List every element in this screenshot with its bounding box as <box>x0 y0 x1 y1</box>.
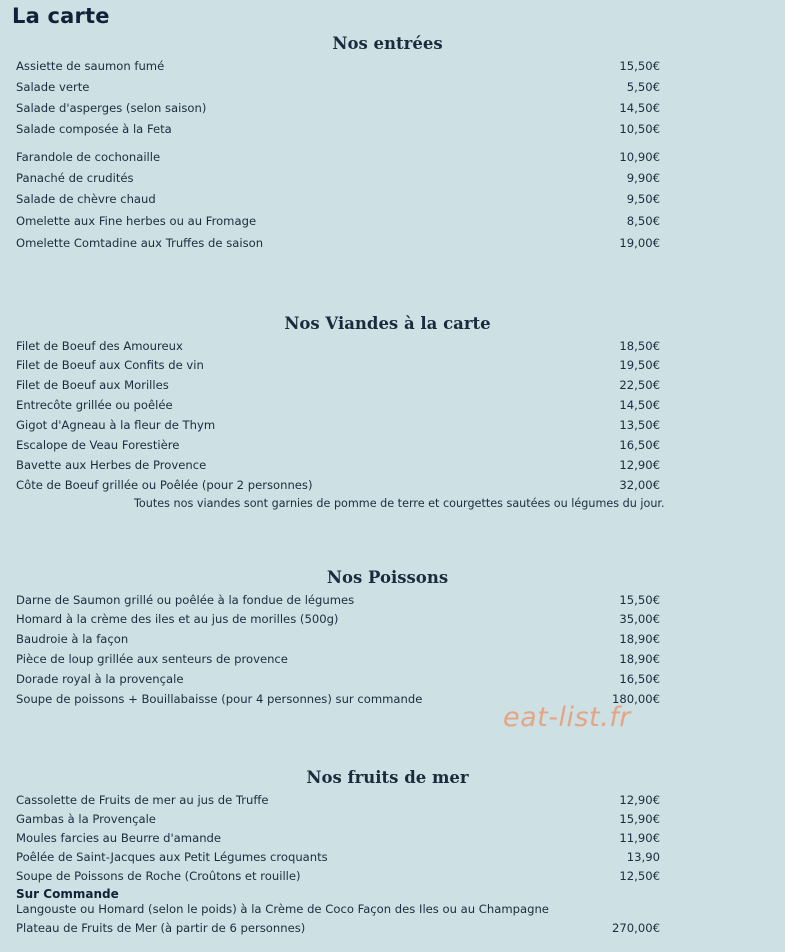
menu-item <box>16 791 660 809</box>
item-name: Farandole de cochonaille <box>16 150 161 164</box>
item-price: 15,90€ <box>619 812 660 826</box>
menu-item <box>16 78 660 96</box>
menu-item <box>16 190 660 208</box>
item-price: 5,50€ <box>626 80 660 94</box>
item-name: Escalope de Veau Forestière <box>16 438 180 452</box>
item-price: 19,00€ <box>619 236 660 250</box>
menu-item <box>16 396 660 414</box>
item-name: Homard à la crème des iles et au jus de morilles (500g) <box>16 612 339 626</box>
item-name: Poêlée de Saint-Jacques aux Petit Légumes croquants <box>16 850 328 864</box>
item-name: Gambas à la Provençale <box>16 812 156 826</box>
menu-item <box>16 356 660 374</box>
item-name: Côte de Boeuf grillée ou Poêlée (pour 2 personnes) <box>16 478 313 492</box>
sur-commande-heading: Sur Commande <box>16 887 119 901</box>
menu-item <box>16 630 660 648</box>
menu-item <box>16 99 660 117</box>
item-name: Plateau de Fruits de Mer (à partir de 6 personnes) <box>16 921 306 935</box>
item-price: 22,50€ <box>619 378 660 392</box>
item-price: 15,50€ <box>619 59 660 73</box>
item-price: 10,50€ <box>619 122 660 136</box>
item-price: 35,00€ <box>619 612 660 626</box>
item-price: 12,90€ <box>619 793 660 807</box>
item-price: 11,90€ <box>619 831 660 845</box>
item-name: Filet de Boeuf aux Morilles <box>16 378 169 392</box>
item-price: 9,90€ <box>626 171 660 185</box>
item-price: 16,50€ <box>619 438 660 452</box>
menu-item <box>16 848 660 866</box>
item-price: 270,00€ <box>612 921 660 935</box>
section-title-poissons: Nos Poissons <box>326 568 449 587</box>
item-price: 14,50€ <box>619 398 660 412</box>
item-name: Cassolette de Fruits de mer au jus de Truffe <box>16 793 269 807</box>
item-price: 16,50€ <box>619 672 660 686</box>
item-name: Entrecôte grillée ou poêlée <box>16 398 173 412</box>
item-price: 9,50€ <box>626 192 660 206</box>
menu-item <box>16 670 660 688</box>
menu-item <box>16 919 660 937</box>
item-price: 32,00€ <box>619 478 660 492</box>
item-price: 13,90 <box>626 850 660 864</box>
item-name: Omelette aux Fine herbes ou au Fromage <box>16 214 257 228</box>
item-name: Salade d'asperges (selon saison) <box>16 101 207 115</box>
item-price: 19,50€ <box>619 358 660 372</box>
item-price: 18,90€ <box>619 632 660 646</box>
item-name: Panaché de crudités <box>16 171 134 185</box>
item-price: 12,50€ <box>619 869 660 883</box>
section-title-entrees: Nos entrées <box>332 34 443 53</box>
item-price: 15,50€ <box>619 593 660 607</box>
menu-item <box>16 148 660 166</box>
menu-item <box>16 234 660 252</box>
menu-item <box>16 120 660 138</box>
item-name: Pièce de loup grillée aux senteurs de provence <box>16 652 288 666</box>
item-price: 14,50€ <box>619 101 660 115</box>
item-price: 10,90€ <box>619 150 660 164</box>
menu-item <box>16 810 660 828</box>
menu-item <box>16 169 660 187</box>
item-name: Filet de Boeuf aux Confits de vin <box>16 358 204 372</box>
item-price: 8,50€ <box>626 214 660 228</box>
item-name: Filet de Boeuf des Amoureux <box>16 339 183 353</box>
item-name: Bavette aux Herbes de Provence <box>16 458 207 472</box>
menu-item <box>16 337 660 355</box>
item-name: Salade composée à la Feta <box>16 122 172 136</box>
section-title-fruits-de-mer: Nos fruits de mer <box>306 768 469 787</box>
menu-item <box>16 57 660 75</box>
item-name: Langouste ou Homard (selon le poids) à la Crème de Coco Façon des Iles ou au Champagne <box>16 902 549 916</box>
menu-item <box>16 867 660 885</box>
page-title: La carte <box>12 4 110 28</box>
item-price: 18,90€ <box>619 652 660 666</box>
item-name: Darne de Saumon grillé ou poêlée à la fondue de légumes <box>16 593 355 607</box>
menu-item <box>16 376 660 394</box>
item-price: 18,50€ <box>619 339 660 353</box>
item-name: Dorade royal à la provençale <box>16 672 184 686</box>
menu-item <box>16 591 660 609</box>
item-name: Salade de chèvre chaud <box>16 192 156 206</box>
item-name: Gigot d'Agneau à la fleur de Thym <box>16 418 216 432</box>
menu-item <box>16 212 660 230</box>
watermark-logo: eat-list.fr <box>503 702 631 733</box>
item-name: Omelette Comtadine aux Truffes de saison <box>16 236 264 250</box>
item-name: Salade verte <box>16 80 90 94</box>
item-name: Moules farcies au Beurre d'amande <box>16 831 222 845</box>
item-price: 12,90€ <box>619 458 660 472</box>
section-title-viandes: Nos Viandes à la carte <box>284 314 491 333</box>
item-name: Soupe de Poissons de Roche (Croûtons et rouille) <box>16 869 301 883</box>
item-price: 13,50€ <box>619 418 660 432</box>
menu-item <box>16 900 660 918</box>
menu-item <box>16 436 660 454</box>
menu-item <box>16 456 660 474</box>
viandes-note: Toutes nos viandes sont garnies de pomme de terre et courgettes sautées ou légumes du jour. <box>134 497 665 510</box>
menu-item <box>16 416 660 434</box>
item-name: Assiette de saumon fumé <box>16 59 165 73</box>
menu-item <box>16 610 660 628</box>
item-name: Soupe de poissons + Bouillabaisse (pour 4 personnes) sur commande <box>16 692 423 706</box>
menu-item <box>16 829 660 847</box>
item-name: Baudroie à la façon <box>16 632 129 646</box>
menu-item <box>16 650 660 668</box>
menu-item <box>16 476 660 494</box>
item-price: 180,00€ <box>612 692 660 706</box>
